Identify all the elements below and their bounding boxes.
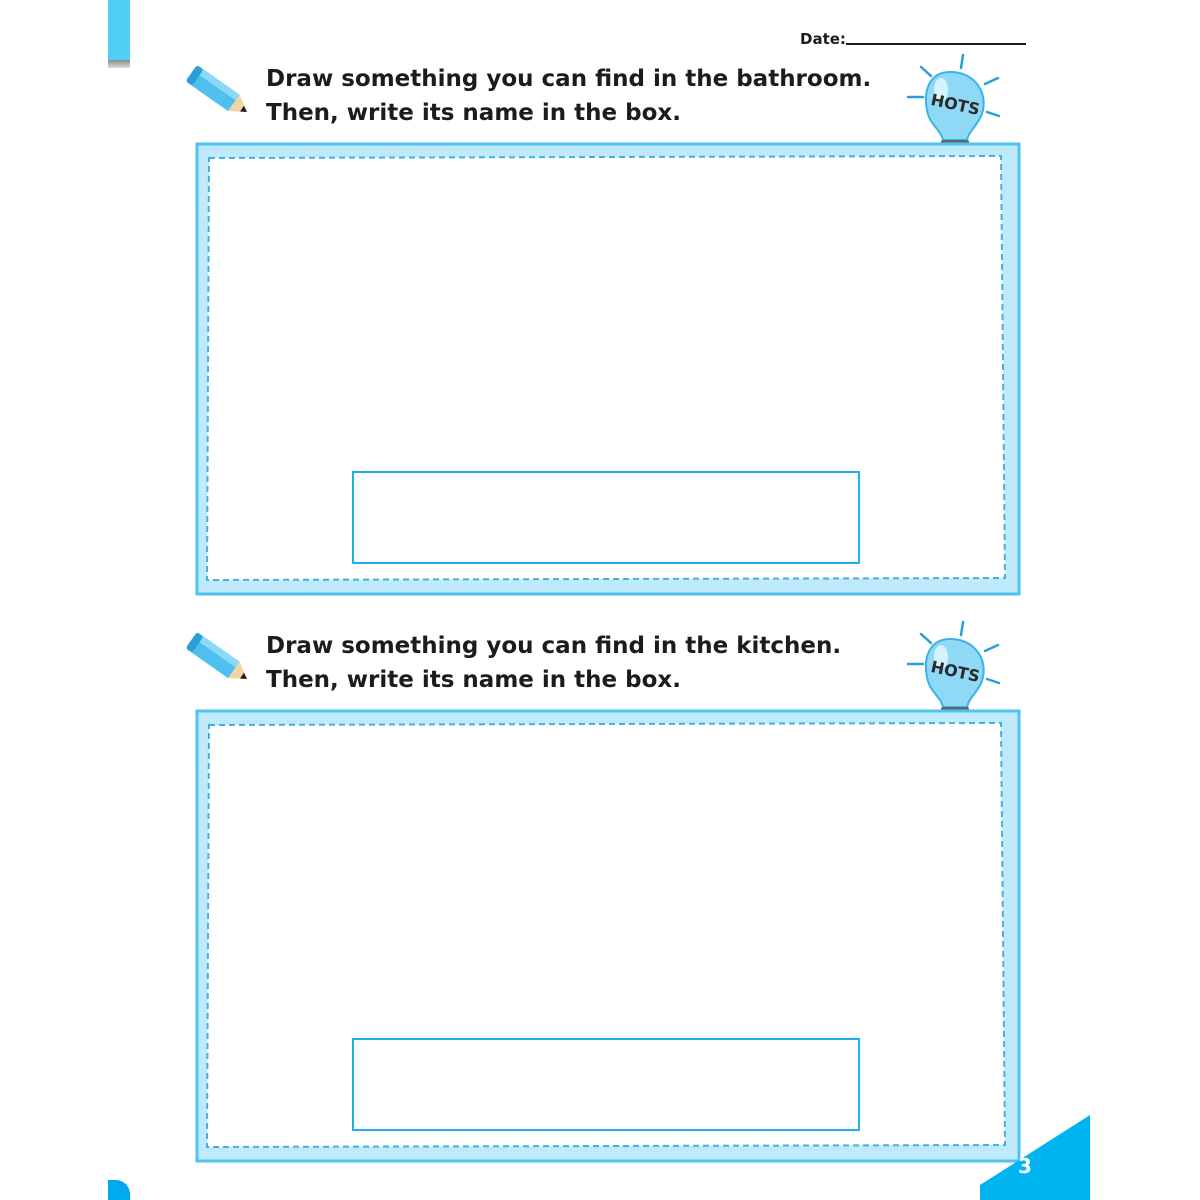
instruction-text [266, 629, 841, 697]
instruction-line-2: Then, write its name in the box. [266, 100, 681, 126]
corner-tab [108, 1180, 130, 1200]
date-field [800, 30, 1030, 50]
instruction-text [266, 62, 871, 130]
answer-box[interactable] [352, 471, 860, 564]
page-number: 3 [1018, 1154, 1032, 1178]
instruction-line-1: Draw something you can find in the bathroom. [266, 66, 872, 92]
hots-badge: HOTS [929, 90, 982, 119]
instruction-line-1: Draw something you can find in the kitchen. [266, 633, 842, 659]
hots-badge: HOTS [929, 657, 982, 686]
book-spine-tab [108, 0, 130, 62]
pencil-icon [184, 66, 264, 126]
date-label: Date: [800, 30, 846, 48]
date-input-line[interactable] [846, 43, 1026, 45]
pencil-icon [184, 633, 264, 693]
spine-shadow [108, 60, 130, 68]
answer-box[interactable] [352, 1038, 860, 1131]
instruction-line-2: Then, write its name in the box. [266, 667, 681, 693]
